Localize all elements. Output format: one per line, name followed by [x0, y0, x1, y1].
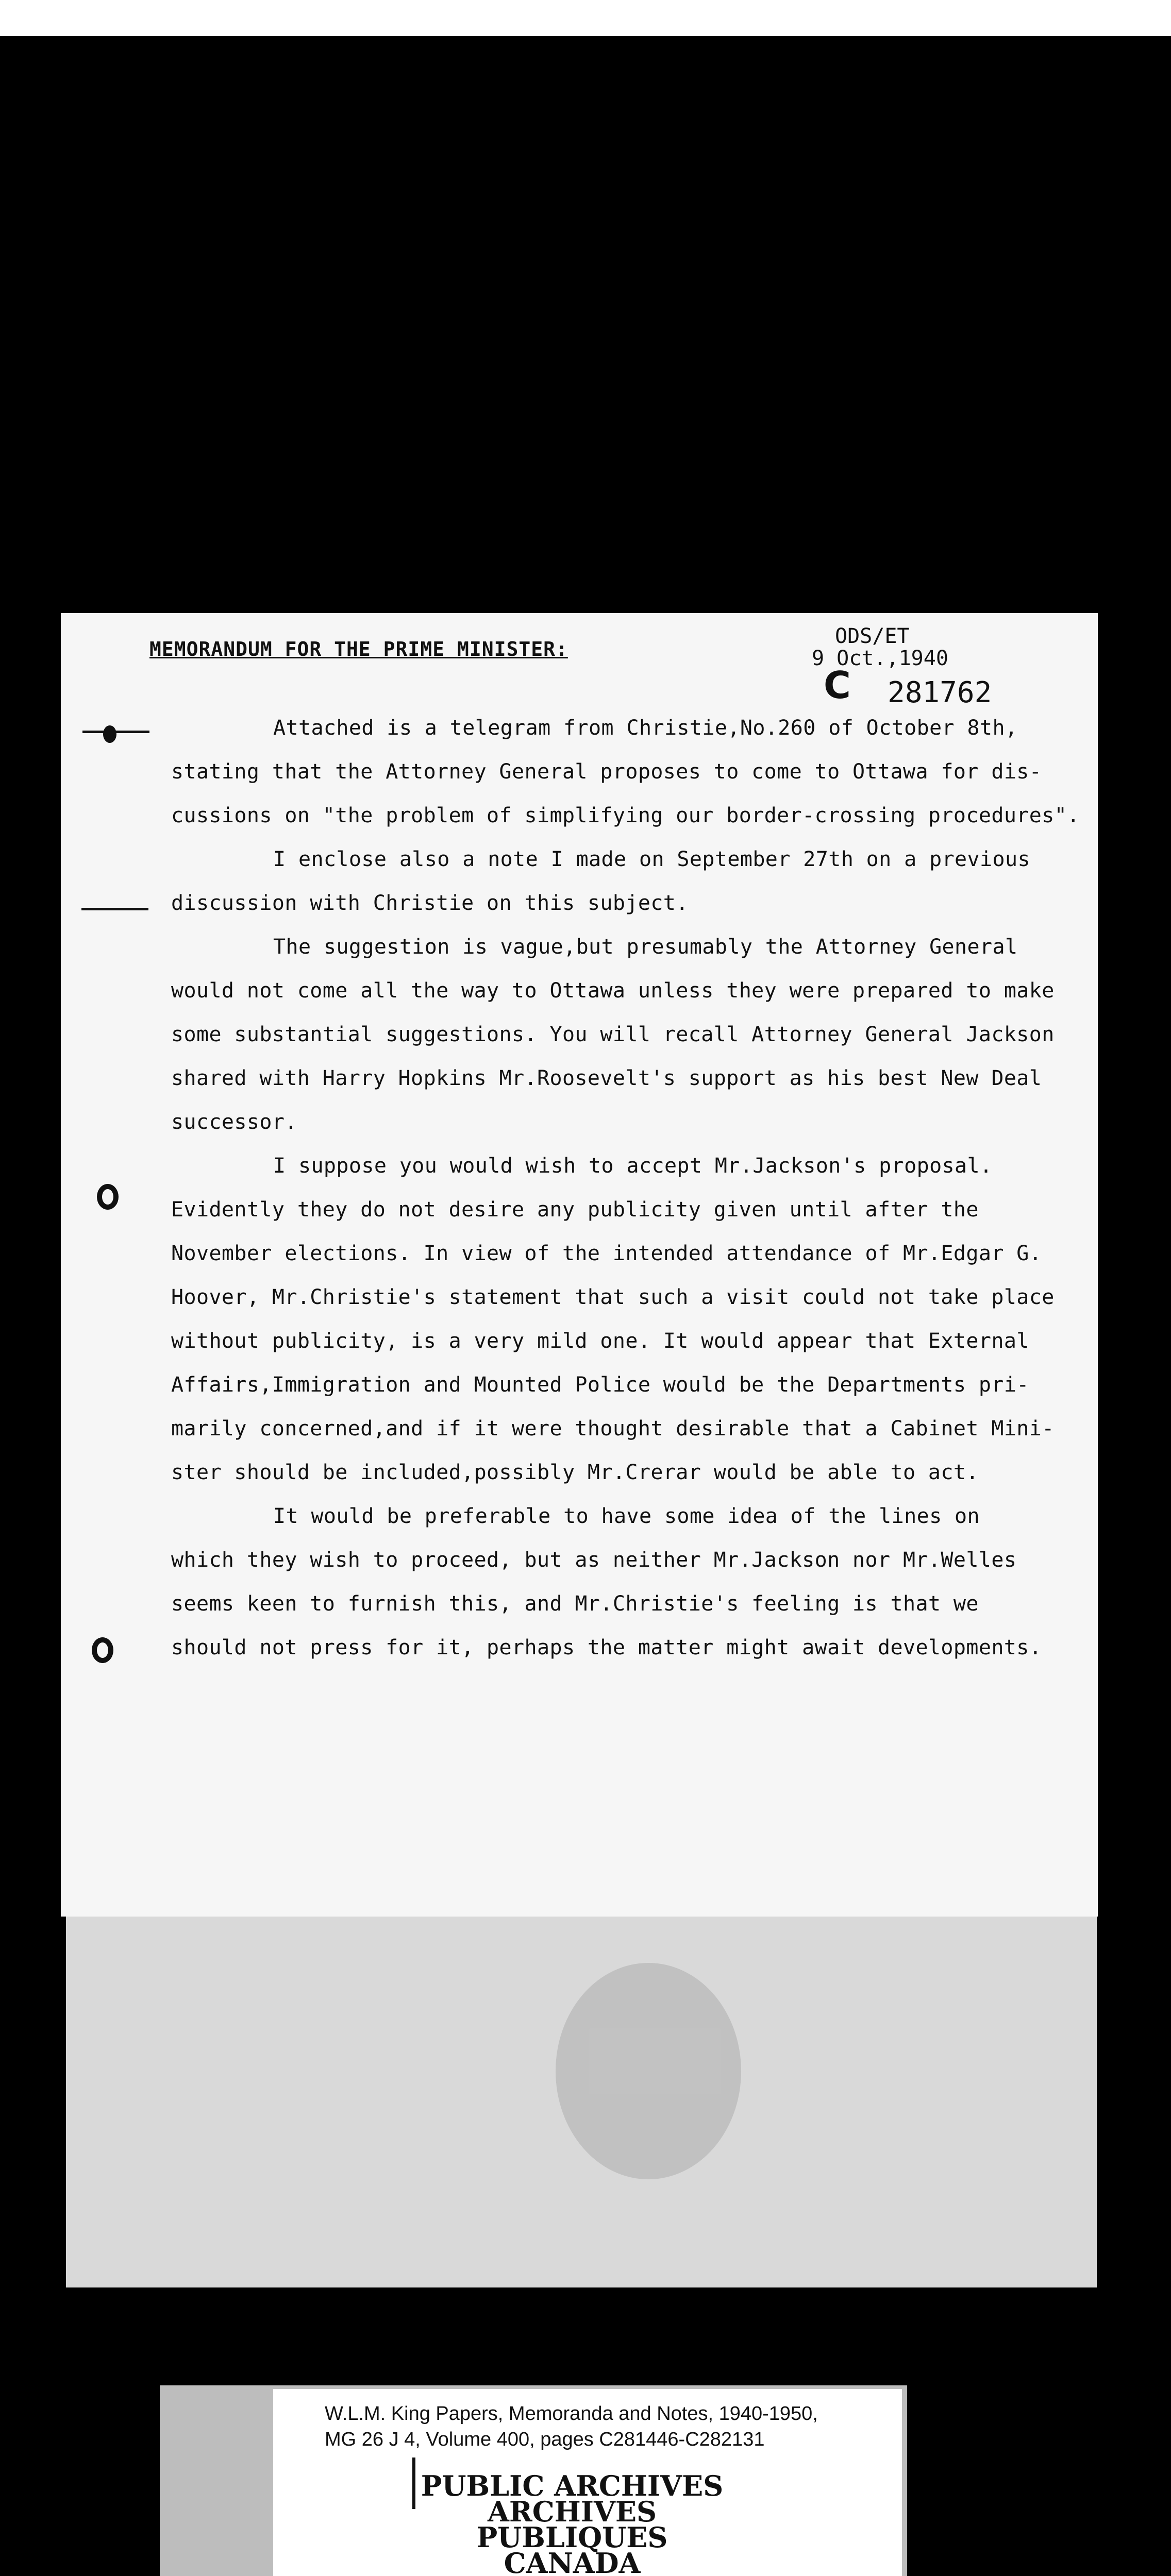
film-top-strip: [0, 0, 1171, 36]
memo-date: 9 Oct.,1940: [812, 647, 948, 670]
c-stamp-mark: C: [824, 664, 851, 707]
memo-line: should not press for it, perhaps the matter might await developments.: [171, 1636, 1042, 1659]
memo-line: cussions on "the problem of simplifying our border-crossing procedures".: [171, 804, 1080, 827]
citation-line: MG 26 J 4, Volume 400, pages C281446-C282131: [325, 2429, 765, 2450]
punch-hole-mark: [97, 1184, 119, 1210]
memo-line: Evidently they do not desire any publicity given until after the: [171, 1198, 979, 1222]
memo-line: ster should be included,possibly Mr.Crerar would be able to act.: [171, 1461, 979, 1484]
memo-line: marily concerned,and if it were thought desirable that a Cabinet Mini-: [171, 1417, 1055, 1440]
memo-line: shared with Harry Hopkins Mr.Roosevelt's support as his best New Deal: [171, 1066, 1042, 1090]
paper-stain: [556, 1963, 741, 2179]
memo-line: November elections. In view of the intended attendance of Mr.Edgar G.: [171, 1242, 1042, 1265]
memo-line: without publicity, is a very mild one. It would appear that External: [171, 1329, 1029, 1353]
memo-line: would not come all the way to Ottawa unless they were prepared to make: [171, 979, 1055, 1003]
archive-citation: [325, 2401, 818, 2452]
memo-line: some substantial suggestions. You will recall Attorney General Jackson: [171, 1023, 1055, 1046]
memo-line: The suggestion is vague,but presumably the Attorney General: [273, 935, 1018, 959]
memo-line: discussion with Christie on this subject.: [171, 891, 689, 915]
memo-line: It would be preferable to have some idea of the lines on: [273, 1504, 980, 1528]
document-number-stamp: 281762: [888, 676, 992, 709]
memo-line: Affairs,Immigration and Mounted Police would be the Departments pri-: [171, 1373, 1029, 1397]
archive-stamp-line: CANADA: [504, 2547, 641, 2576]
archive-stamp-line: PUBLIC ARCHIVES: [421, 2469, 724, 2502]
memo-page-reverse-area: [66, 1917, 1097, 2287]
memo-line: I suppose you would wish to accept Mr.Jackson's proposal.: [273, 1154, 993, 1178]
memo-line: which they wish to proceed, but as neither Mr.Jackson nor Mr.Welles: [171, 1548, 1017, 1572]
archive-stamp: [392, 2469, 752, 2576]
archive-stamp-line: ARCHIVES PUBLIQUES: [476, 2495, 668, 2554]
citation-line: W.L.M. King Papers, Memoranda and Notes, 1940-1950,: [325, 2403, 818, 2425]
memo-line: stating that the Attorney General proposes to come to Ottawa for dis-: [171, 760, 1042, 784]
memo-line: Attached is a telegram from Christie,No.260 of October 8th,: [273, 716, 1018, 740]
reference-code: ODS/ET: [835, 624, 910, 648]
punch-hole-mark: [92, 1637, 113, 1663]
memo-heading: MEMORANDUM FOR THE PRIME MINISTER:: [149, 638, 568, 660]
memo-line: successor.: [171, 1110, 297, 1134]
memo-line: Hoover, Mr.Christie's statement that such a visit could not take place: [171, 1285, 1055, 1309]
margin-rule-mark: [81, 908, 148, 910]
memo-line: seems keen to furnish this, and Mr.Christie's feeling is that we: [171, 1592, 979, 1616]
margin-punch-mark: [103, 725, 116, 743]
memo-line: I enclose also a note I made on September 27th on a previous: [273, 848, 1030, 871]
